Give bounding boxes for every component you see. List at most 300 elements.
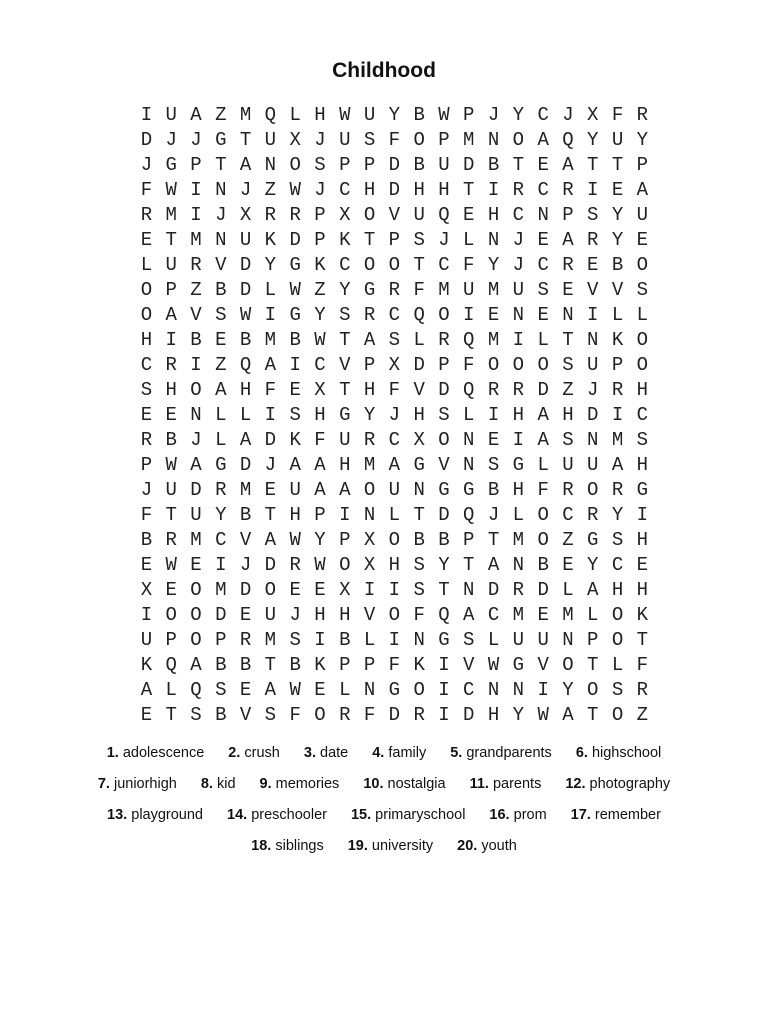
grid-letter[interactable]: Y — [264, 254, 277, 276]
grid-letter[interactable]: N — [463, 429, 475, 451]
grid-letter[interactable]: U — [363, 104, 376, 126]
grid-letter[interactable]: N — [463, 579, 475, 601]
grid-letter[interactable]: O — [611, 704, 624, 726]
grid-letter[interactable]: I — [512, 329, 525, 351]
grid-letter[interactable]: O — [190, 629, 202, 651]
grid-letter[interactable]: S — [314, 154, 326, 176]
grid-letter[interactable]: E — [636, 229, 649, 251]
grid-letter[interactable]: I — [190, 354, 202, 376]
grid-letter[interactable]: B — [239, 654, 252, 676]
grid-letter[interactable]: M — [562, 604, 574, 626]
grid-letter[interactable]: L — [636, 304, 649, 326]
grid-letter[interactable]: B — [487, 154, 500, 176]
grid-letter[interactable]: G — [587, 529, 599, 551]
grid-letter[interactable]: U — [165, 104, 177, 126]
grid-letter[interactable]: R — [289, 554, 301, 576]
grid-letter[interactable]: I — [587, 304, 599, 326]
grid-letter[interactable]: I — [140, 604, 153, 626]
grid-letter[interactable]: E — [289, 379, 301, 401]
grid-letter[interactable]: B — [165, 429, 177, 451]
grid-letter[interactable]: O — [611, 629, 624, 651]
grid-letter[interactable]: E — [587, 254, 599, 276]
grid-letter[interactable]: U — [512, 629, 525, 651]
grid-letter[interactable]: A — [239, 429, 252, 451]
grid-letter[interactable]: Y — [636, 129, 649, 151]
grid-letter[interactable]: C — [537, 104, 549, 126]
grid-letter[interactable]: H — [636, 529, 649, 551]
grid-letter[interactable]: B — [215, 654, 227, 676]
grid-letter[interactable]: G — [438, 629, 450, 651]
grid-letter[interactable]: L — [363, 629, 376, 651]
grid-letter[interactable]: Z — [190, 279, 202, 301]
grid-letter[interactable]: S — [562, 354, 574, 376]
grid-letter[interactable]: S — [413, 579, 425, 601]
grid-letter[interactable]: E — [537, 604, 549, 626]
grid-letter[interactable]: N — [587, 329, 599, 351]
grid-letter[interactable]: A — [562, 704, 574, 726]
grid-letter[interactable]: A — [537, 429, 549, 451]
grid-letter[interactable]: I — [264, 404, 277, 426]
grid-letter[interactable]: H — [388, 554, 401, 576]
grid-letter[interactable]: W — [537, 704, 549, 726]
grid-letter[interactable]: R — [562, 254, 574, 276]
grid-letter[interactable]: O — [438, 304, 450, 326]
grid-letter[interactable]: B — [140, 529, 153, 551]
grid-letter[interactable]: N — [215, 179, 227, 201]
grid-letter[interactable]: X — [339, 579, 351, 601]
grid-letter[interactable]: L — [388, 504, 401, 526]
grid-letter[interactable]: A — [636, 179, 649, 201]
grid-letter[interactable]: I — [165, 329, 177, 351]
grid-letter[interactable]: A — [190, 654, 202, 676]
grid-letter[interactable]: T — [165, 704, 177, 726]
grid-letter[interactable]: S — [636, 429, 649, 451]
grid-letter[interactable]: J — [289, 604, 301, 626]
grid-letter[interactable]: B — [413, 104, 425, 126]
grid-letter[interactable]: Y — [487, 254, 500, 276]
grid-letter[interactable]: A — [537, 404, 549, 426]
grid-letter[interactable]: V — [537, 654, 549, 676]
grid-letter[interactable]: J — [438, 229, 450, 251]
grid-letter[interactable]: X — [314, 379, 326, 401]
grid-letter[interactable]: E — [537, 304, 549, 326]
grid-letter[interactable]: O — [413, 129, 425, 151]
grid-letter[interactable]: R — [512, 579, 525, 601]
grid-letter[interactable]: Y — [314, 529, 326, 551]
grid-letter[interactable]: S — [463, 629, 475, 651]
grid-letter[interactable]: A — [190, 104, 202, 126]
grid-letter[interactable]: U — [388, 479, 401, 501]
grid-letter[interactable]: Q — [239, 354, 252, 376]
grid-letter[interactable]: E — [140, 404, 153, 426]
grid-letter[interactable]: D — [215, 604, 227, 626]
grid-letter[interactable]: D — [239, 579, 252, 601]
grid-letter[interactable]: T — [487, 529, 500, 551]
grid-letter[interactable]: A — [388, 454, 401, 476]
grid-letter[interactable]: F — [140, 504, 153, 526]
grid-letter[interactable]: G — [438, 479, 450, 501]
grid-letter[interactable]: P — [562, 204, 574, 226]
grid-letter[interactable]: U — [339, 129, 351, 151]
grid-letter[interactable]: R — [562, 479, 574, 501]
grid-letter[interactable]: F — [388, 379, 401, 401]
grid-letter[interactable]: M — [190, 529, 202, 551]
grid-letter[interactable]: H — [636, 379, 649, 401]
grid-letter[interactable]: N — [512, 304, 525, 326]
grid-letter[interactable]: Y — [611, 204, 624, 226]
grid-letter[interactable]: K — [314, 254, 326, 276]
grid-letter[interactable]: O — [363, 204, 376, 226]
grid-letter[interactable]: V — [239, 529, 252, 551]
grid-letter[interactable]: M — [215, 579, 227, 601]
grid-letter[interactable]: P — [314, 204, 326, 226]
grid-letter[interactable]: R — [239, 629, 252, 651]
grid-letter[interactable]: A — [562, 229, 574, 251]
grid-letter[interactable]: Y — [611, 229, 624, 251]
grid-letter[interactable]: N — [512, 679, 525, 701]
grid-letter[interactable]: O — [140, 304, 153, 326]
grid-letter[interactable]: I — [587, 179, 599, 201]
grid-letter[interactable]: N — [190, 404, 202, 426]
grid-letter[interactable]: W — [289, 179, 301, 201]
grid-letter[interactable]: F — [413, 279, 425, 301]
grid-letter[interactable]: D — [413, 354, 425, 376]
grid-letter[interactable]: S — [289, 404, 301, 426]
grid-letter[interactable]: R — [512, 379, 525, 401]
grid-letter[interactable]: O — [363, 254, 376, 276]
grid-letter[interactable]: X — [388, 354, 401, 376]
grid-letter[interactable]: D — [587, 404, 599, 426]
grid-letter[interactable]: E — [239, 604, 252, 626]
grid-letter[interactable]: A — [611, 454, 624, 476]
grid-letter[interactable]: I — [537, 679, 549, 701]
grid-letter[interactable]: R — [512, 179, 525, 201]
grid-letter[interactable]: I — [190, 179, 202, 201]
grid-letter[interactable]: X — [140, 579, 153, 601]
grid-letter[interactable]: R — [339, 704, 351, 726]
grid-letter[interactable]: P — [165, 279, 177, 301]
grid-letter[interactable]: A — [190, 454, 202, 476]
grid-letter[interactable]: F — [463, 254, 475, 276]
grid-letter[interactable]: A — [140, 679, 153, 701]
grid-letter[interactable]: D — [264, 554, 277, 576]
grid-letter[interactable]: S — [537, 279, 549, 301]
grid-letter[interactable]: G — [512, 654, 525, 676]
grid-letter[interactable]: I — [438, 654, 450, 676]
grid-letter[interactable]: C — [339, 179, 351, 201]
grid-letter[interactable]: H — [562, 404, 574, 426]
grid-letter[interactable]: H — [438, 179, 450, 201]
grid-letter[interactable]: F — [264, 379, 277, 401]
grid-letter[interactable]: J — [388, 404, 401, 426]
grid-letter[interactable]: X — [363, 529, 376, 551]
grid-letter[interactable]: T — [339, 329, 351, 351]
grid-letter[interactable]: S — [264, 704, 277, 726]
grid-letter[interactable]: O — [413, 679, 425, 701]
grid-letter[interactable]: E — [140, 554, 153, 576]
grid-letter[interactable]: E — [487, 429, 500, 451]
grid-letter[interactable]: R — [611, 379, 624, 401]
grid-letter[interactable]: T — [562, 329, 574, 351]
grid-letter[interactable]: V — [339, 354, 351, 376]
grid-letter[interactable]: Q — [190, 679, 202, 701]
grid-letter[interactable]: F — [289, 704, 301, 726]
grid-letter[interactable]: H — [363, 179, 376, 201]
grid-letter[interactable]: U — [165, 254, 177, 276]
grid-letter[interactable]: T — [413, 504, 425, 526]
grid-letter[interactable]: H — [611, 579, 624, 601]
grid-letter[interactable]: T — [165, 229, 177, 251]
grid-letter[interactable]: D — [239, 254, 252, 276]
grid-letter[interactable]: X — [587, 104, 599, 126]
grid-letter[interactable]: D — [190, 479, 202, 501]
grid-letter[interactable]: C — [215, 529, 227, 551]
grid-letter[interactable]: G — [388, 679, 401, 701]
grid-letter[interactable]: E — [562, 279, 574, 301]
grid-letter[interactable]: R — [165, 529, 177, 551]
grid-letter[interactable]: T — [587, 154, 599, 176]
grid-letter[interactable]: J — [587, 379, 599, 401]
grid-letter[interactable]: J — [487, 504, 500, 526]
grid-letter[interactable]: O — [636, 354, 649, 376]
grid-letter[interactable]: W — [289, 279, 301, 301]
grid-letter[interactable]: O — [636, 254, 649, 276]
grid-letter[interactable]: G — [215, 129, 227, 151]
grid-letter[interactable]: A — [215, 379, 227, 401]
grid-letter[interactable]: H — [289, 504, 301, 526]
grid-letter[interactable]: G — [289, 304, 301, 326]
grid-letter[interactable]: Y — [438, 554, 450, 576]
grid-letter[interactable]: Y — [339, 279, 351, 301]
grid-letter[interactable]: R — [413, 704, 425, 726]
grid-letter[interactable]: Y — [363, 404, 376, 426]
grid-letter[interactable]: A — [264, 354, 277, 376]
grid-letter[interactable]: N — [487, 229, 500, 251]
grid-letter[interactable]: I — [438, 679, 450, 701]
grid-letter[interactable]: L — [215, 404, 227, 426]
grid-letter[interactable]: U — [537, 629, 549, 651]
grid-letter[interactable]: R — [363, 429, 376, 451]
grid-letter[interactable]: P — [463, 529, 475, 551]
grid-letter[interactable]: Q — [438, 604, 450, 626]
grid-letter[interactable]: C — [611, 554, 624, 576]
grid-letter[interactable]: M — [264, 329, 277, 351]
grid-letter[interactable]: T — [215, 154, 227, 176]
grid-letter[interactable]: O — [190, 579, 202, 601]
grid-letter[interactable]: M — [463, 129, 475, 151]
grid-letter[interactable]: B — [339, 629, 351, 651]
grid-letter[interactable]: B — [438, 529, 450, 551]
grid-letter[interactable]: S — [587, 204, 599, 226]
grid-letter[interactable]: L — [611, 304, 624, 326]
grid-letter[interactable]: X — [289, 129, 301, 151]
grid-letter[interactable]: E — [314, 679, 326, 701]
grid-letter[interactable]: S — [562, 429, 574, 451]
grid-letter[interactable]: T — [636, 629, 649, 651]
grid-letter[interactable]: T — [587, 654, 599, 676]
grid-letter[interactable]: X — [363, 554, 376, 576]
grid-letter[interactable]: K — [289, 429, 301, 451]
grid-letter[interactable]: V — [463, 654, 475, 676]
grid-letter[interactable]: R — [636, 679, 649, 701]
grid-letter[interactable]: A — [363, 329, 376, 351]
grid-letter[interactable]: M — [438, 279, 450, 301]
grid-letter[interactable]: P — [215, 629, 227, 651]
grid-letter[interactable]: C — [463, 679, 475, 701]
grid-letter[interactable]: J — [140, 154, 153, 176]
grid-letter[interactable]: U — [264, 129, 277, 151]
grid-letter[interactable]: E — [611, 179, 624, 201]
grid-letter[interactable]: E — [562, 554, 574, 576]
grid-letter[interactable]: E — [140, 229, 153, 251]
grid-letter[interactable]: L — [611, 654, 624, 676]
grid-letter[interactable]: O — [537, 529, 549, 551]
grid-letter[interactable]: J — [314, 129, 326, 151]
grid-letter[interactable]: B — [215, 704, 227, 726]
grid-letter[interactable]: R — [388, 279, 401, 301]
grid-letter[interactable]: L — [587, 604, 599, 626]
grid-letter[interactable]: E — [215, 329, 227, 351]
grid-letter[interactable]: C — [388, 304, 401, 326]
grid-letter[interactable]: O — [165, 604, 177, 626]
grid-letter[interactable]: N — [562, 304, 574, 326]
grid-letter[interactable]: Y — [562, 679, 574, 701]
grid-letter[interactable]: M — [239, 104, 252, 126]
grid-letter[interactable]: P — [339, 654, 351, 676]
grid-letter[interactable]: S — [413, 554, 425, 576]
grid-letter[interactable]: E — [165, 579, 177, 601]
grid-letter[interactable]: L — [289, 104, 301, 126]
grid-letter[interactable]: L — [140, 254, 153, 276]
grid-letter[interactable]: L — [562, 579, 574, 601]
grid-letter[interactable]: S — [438, 404, 450, 426]
grid-letter[interactable]: T — [611, 154, 624, 176]
grid-letter[interactable]: O — [388, 254, 401, 276]
grid-letter[interactable]: Z — [314, 279, 326, 301]
grid-letter[interactable]: W — [239, 304, 252, 326]
grid-letter[interactable]: V — [611, 279, 624, 301]
grid-letter[interactable]: X — [239, 204, 252, 226]
grid-letter[interactable]: D — [388, 179, 401, 201]
grid-letter[interactable]: S — [215, 679, 227, 701]
grid-letter[interactable]: V — [388, 204, 401, 226]
grid-letter[interactable]: N — [413, 479, 425, 501]
grid-letter[interactable]: I — [264, 304, 277, 326]
grid-letter[interactable]: Q — [264, 104, 277, 126]
grid-letter[interactable]: P — [165, 629, 177, 651]
grid-letter[interactable]: U — [239, 229, 252, 251]
grid-letter[interactable]: R — [165, 354, 177, 376]
grid-letter[interactable]: L — [537, 454, 549, 476]
grid-letter[interactable]: U — [463, 279, 475, 301]
grid-letter[interactable]: T — [438, 579, 450, 601]
grid-letter[interactable]: P — [140, 454, 153, 476]
grid-letter[interactable]: K — [636, 604, 649, 626]
grid-letter[interactable]: B — [190, 329, 202, 351]
grid-letter[interactable]: H — [363, 379, 376, 401]
grid-letter[interactable]: N — [463, 454, 475, 476]
grid-letter[interactable]: I — [363, 579, 376, 601]
grid-letter[interactable]: F — [140, 179, 153, 201]
grid-letter[interactable]: Q — [463, 379, 475, 401]
grid-letter[interactable]: Y — [587, 129, 599, 151]
grid-letter[interactable]: Z — [636, 704, 649, 726]
grid-letter[interactable]: Q — [438, 204, 450, 226]
grid-letter[interactable]: N — [264, 154, 277, 176]
grid-letter[interactable]: M — [487, 279, 500, 301]
grid-letter[interactable]: E — [636, 554, 649, 576]
grid-letter[interactable]: F — [388, 129, 401, 151]
grid-letter[interactable]: H — [487, 704, 500, 726]
grid-letter[interactable]: M — [512, 604, 525, 626]
grid-letter[interactable]: D — [140, 129, 153, 151]
grid-letter[interactable]: W — [289, 529, 301, 551]
grid-letter[interactable]: T — [463, 179, 475, 201]
grid-letter[interactable]: A — [562, 154, 574, 176]
grid-letter[interactable]: Y — [215, 504, 227, 526]
grid-letter[interactable]: N — [487, 679, 500, 701]
grid-letter[interactable]: R — [140, 429, 153, 451]
grid-letter[interactable]: R — [140, 204, 153, 226]
grid-letter[interactable]: H — [314, 604, 326, 626]
grid-letter[interactable]: P — [388, 229, 401, 251]
grid-letter[interactable]: R — [636, 104, 649, 126]
grid-letter[interactable]: D — [537, 379, 549, 401]
grid-letter[interactable]: S — [611, 679, 624, 701]
grid-letter[interactable]: K — [264, 229, 277, 251]
grid-letter[interactable]: T — [264, 654, 277, 676]
grid-letter[interactable]: J — [140, 479, 153, 501]
grid-letter[interactable]: B — [611, 254, 624, 276]
grid-letter[interactable]: L — [165, 679, 177, 701]
grid-letter[interactable]: L — [463, 229, 475, 251]
grid-letter[interactable]: M — [190, 229, 202, 251]
grid-letter[interactable]: P — [636, 154, 649, 176]
grid-letter[interactable]: L — [463, 404, 475, 426]
grid-letter[interactable]: E — [140, 704, 153, 726]
grid-letter[interactable]: C — [438, 254, 450, 276]
grid-letter[interactable]: J — [264, 454, 277, 476]
grid-letter[interactable]: A — [289, 454, 301, 476]
grid-letter[interactable]: E — [264, 479, 277, 501]
grid-letter[interactable]: U — [562, 454, 574, 476]
grid-letter[interactable]: D — [438, 504, 450, 526]
grid-letter[interactable]: K — [339, 229, 351, 251]
grid-letter[interactable]: O — [487, 354, 500, 376]
grid-letter[interactable]: W — [314, 329, 326, 351]
grid-letter[interactable]: I — [289, 354, 301, 376]
grid-letter[interactable]: B — [239, 504, 252, 526]
grid-letter[interactable]: M — [363, 454, 376, 476]
grid-letter[interactable]: A — [239, 154, 252, 176]
grid-letter[interactable]: O — [289, 154, 301, 176]
grid-letter[interactable]: S — [413, 229, 425, 251]
grid-letter[interactable]: Z — [562, 529, 574, 551]
grid-letter[interactable]: A — [587, 579, 599, 601]
grid-letter[interactable]: D — [289, 229, 301, 251]
grid-letter[interactable]: O — [537, 504, 549, 526]
grid-letter[interactable]: N — [487, 129, 500, 151]
grid-letter[interactable]: D — [388, 704, 401, 726]
grid-letter[interactable]: N — [587, 429, 599, 451]
grid-letter[interactable]: R — [562, 179, 574, 201]
grid-letter[interactable]: B — [215, 279, 227, 301]
grid-letter[interactable]: H — [487, 204, 500, 226]
grid-letter[interactable]: E — [239, 679, 252, 701]
grid-letter[interactable]: U — [438, 154, 450, 176]
grid-letter[interactable]: O — [264, 579, 277, 601]
grid-letter[interactable]: V — [413, 379, 425, 401]
